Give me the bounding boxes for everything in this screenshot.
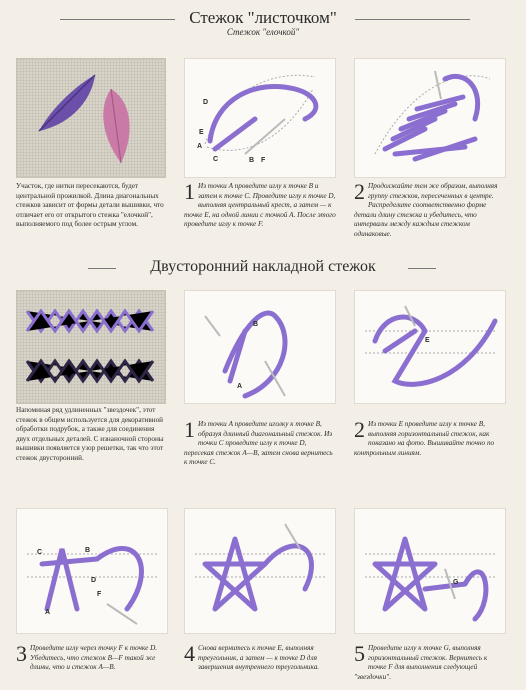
section2-step4-text: Снова вернитесь к точке E, выполняя треугольник, а затем — к точке D для завершения внутреннего треугольника. <box>198 644 320 671</box>
label-d: D <box>203 99 209 106</box>
photo-drawing <box>17 291 165 403</box>
section2-step1-text: Из точки A проведите иголку к точке B, образуя длинный диагональный стежок. Из точки C проведите иглу к точке D, пересекая стежок A—B, затем снова вернитесь к точке C. <box>184 420 333 466</box>
section2-step5-diagram <box>355 509 505 633</box>
section2-step4-panel <box>184 508 336 634</box>
section1-step1-diagram <box>185 59 335 177</box>
label-c: C <box>213 156 219 163</box>
label-f: F <box>261 157 266 164</box>
section2-step2-text: Из точки E проведите иглу к точке B, выполняя горизонтальный стежок, как показано на фото. Вышивайте точно по контрольным линиям. <box>354 420 495 457</box>
section1-title: Стежок "листочком" <box>189 8 337 27</box>
section2-step3-panel <box>16 508 168 634</box>
star-row-dark <box>27 361 153 381</box>
section2-step3-diagram <box>17 509 167 633</box>
section2-step1-panel <box>184 290 336 404</box>
section2-step2-number: 2 <box>354 417 365 442</box>
thread-diagonal <box>215 119 255 149</box>
section2-intro: Напоминая ряд удлиненных "звездочек", этот стежок в общем используется для декоративной обработки подрубок, а также для соединения двух отдельных деталей. С изнаночной стороны вышивки появляется узор решетки, так что этот стежок двусторонний. <box>16 406 164 462</box>
label-a: A <box>237 383 243 390</box>
section2-step4-number: 4 <box>184 641 195 666</box>
leaf-stitches <box>385 97 475 159</box>
section2-step5-text: Проведите иглу к точке G, выполняя горизонтальный стежок. Вернитесь к точке F для выполнения следующей "звездочки". <box>354 644 488 681</box>
label-d: D <box>91 577 97 584</box>
section1-step1-text: Из точки A проведите иглу к точке B и затем к точке C. Проведите иглу к точке D, выполняя центральный крест, а затем — к точке E, на одной линии с точкой A. После этого проведите иглу к точке F. <box>184 182 336 228</box>
section1-step1-number: 1 <box>184 179 195 204</box>
label-e: E <box>199 129 204 136</box>
section2-step3-caption <box>16 641 168 673</box>
label-a: A <box>45 609 51 616</box>
section2-step4-caption <box>184 641 336 673</box>
section1-step2-number: 2 <box>354 179 365 204</box>
section2-step2-panel <box>354 290 506 404</box>
section1-step2-caption <box>354 179 506 239</box>
section1-step2-text: Продолжайте тем же образом, выполняя группу стежков, пересеченных в центре. Распределите соответственно форме детали длину стежка и убедитесь, что интервалы между каждым стежком одинаковые. <box>354 182 498 238</box>
section2-step5-number: 5 <box>354 641 365 666</box>
section2-step3-number: 3 <box>16 641 27 666</box>
section1-step2-diagram <box>355 59 505 177</box>
section2-step3-text: Проведите иглу через точку F к точке D. Убедитесь, что стежок B—F такой же длины, что и стежок A—B. <box>30 644 158 671</box>
needle <box>435 71 441 99</box>
label-g: G <box>453 579 459 586</box>
label-b: B <box>253 321 259 328</box>
section2-step1-diagram <box>185 291 335 403</box>
section2-step5-caption <box>354 641 506 682</box>
section1-intro: Участок, где нитки пересекаются, будет центральной прожилкой. Длина диагональных стежков зависит от формы детали вышивки, что отличает его от открытого стежка "елочкой", выполняемого под более острым углом. <box>16 182 164 228</box>
purple-leaf-vein <box>39 75 95 131</box>
section2-step2-caption <box>354 417 506 458</box>
label-e: E <box>425 337 430 344</box>
section2-step1-number: 1 <box>184 417 195 442</box>
section1-step1-caption <box>184 179 336 230</box>
label-f: F <box>97 591 102 598</box>
section1-step2-panel <box>354 58 506 178</box>
leaf-photo-drawing <box>17 59 165 177</box>
label-b: B <box>249 157 255 164</box>
section2-title: Двусторонний накладной стежок <box>150 258 376 275</box>
section2-step2-diagram <box>355 291 505 403</box>
star-row-purple <box>27 311 153 331</box>
section1-step1-panel <box>184 58 336 178</box>
section2-step4-diagram <box>185 509 335 633</box>
label-c: C <box>37 549 43 556</box>
section2-step1-caption <box>184 417 336 468</box>
double-herringbone-photo <box>16 290 166 404</box>
leaf-stitch-photo <box>16 58 166 178</box>
label-a: A <box>197 143 203 150</box>
thread-path <box>210 86 316 141</box>
section2-step5-panel <box>354 508 506 634</box>
label-b: B <box>85 547 91 554</box>
section1-subtitle: Стежок "елочкой" <box>226 27 300 37</box>
